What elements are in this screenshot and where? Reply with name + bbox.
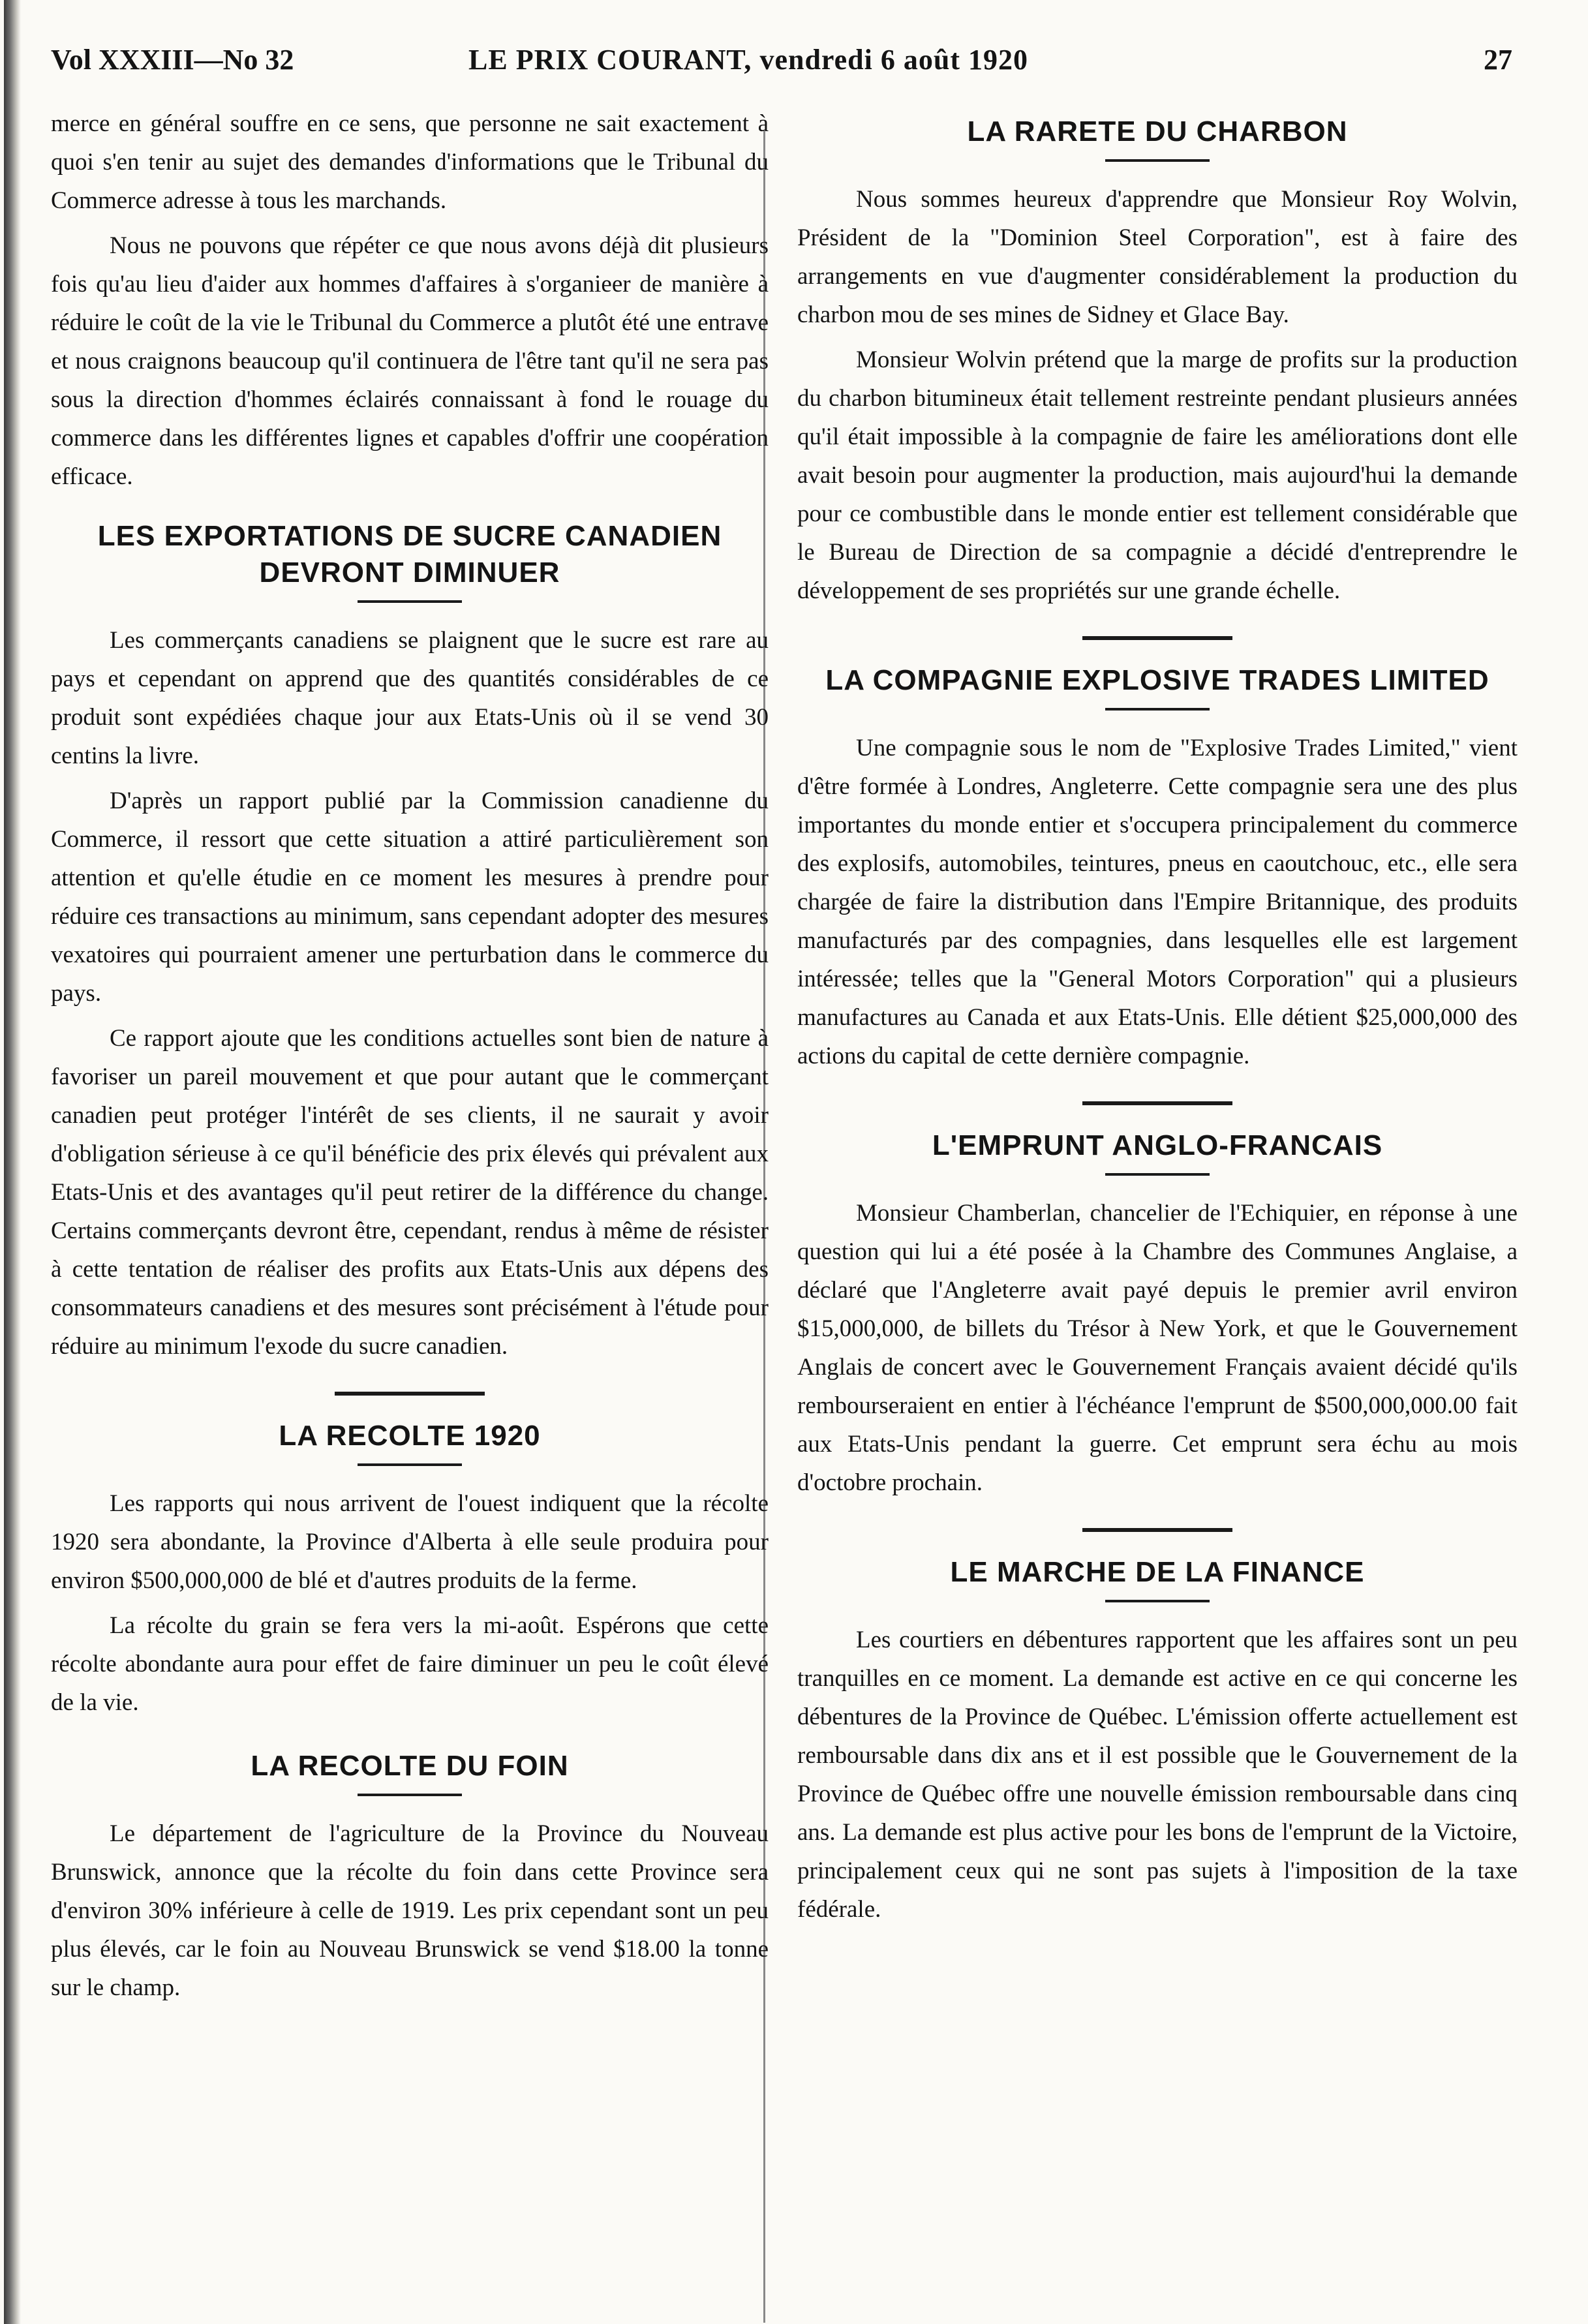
heading-rule: [1105, 159, 1210, 162]
article-heading: LA COMPAGNIE EXPLOSIVE TRADES LIMITED: [825, 664, 1489, 696]
heading-rule: [1105, 708, 1210, 711]
article-heading: L'EMPRUNT ANGLO-FRANCAIS: [932, 1129, 1383, 1161]
right-column: [797, 104, 1518, 1935]
article-paragraph: Monsieur Wolvin prétend que la marge de profits sur la production du charbon bitumineux était tellement restreinte pendant plusieurs années qu'il était impossible à la compagnie de faire les améliorations dont elle avait besoin pour augmenter la production, mais aujourd'hui la demande pour ce combustible dans le monde entier est tellement considérable que le Bureau de Direction de sa compagnie a décidé d'entreprendre le développement de ses propriétés sur une grande échelle.: [797, 346, 1518, 604]
article-paragraph: Monsieur Chamberlan, chancelier de l'Echiquier, en réponse à une question qui lui a été posée à la Chambre des Communes Anglaise, a déclaré que l'Angleterre avait payé depuis le premier avril environ $15,000,000, de billets du Trésor à New York, et que le Gouvernement Anglais de concert avec le Gouvernement Français avaient décidé qu'ils rembourseraient en entier à l'échéance l'emprunt de $500,000,000.00 fait aux Etats-Unis pendant la guerre. Cet emprunt sera échu au mois d'octobre prochain.: [797, 1200, 1518, 1496]
heading-rule: [1105, 1173, 1210, 1176]
article-paragraph: Nous ne pouvons que répéter ce que nous avons déjà dit plusieurs fois qu'au lieu d'aider aux hommes d'affaires à s'organieer de manière à réduire le coût de la vie le Tribunal du Commerce a plutôt été une entrave et nous craignons beaucoup qu'il continuera de l'être tant qu'il ne sera pas sous la direction d'hommes éclairés connaissant à fond le rouage du commerce dans les différentes lignes et capables d'offrir une coopération efficace.: [51, 232, 769, 490]
article-paragraph: Une compagnie sous le nom de "Explosive Trades Limited," vient d'être formée à Londres, Angleterre. Cette compagnie sera une des plus importantes du monde entier et s'occupera principalement du commerce des explosifs, automobiles, teintures, pneus en caoutchouc, etc., elle sera chargée de faire la distribution dans l'Empire Britannique, des produits manufacturés par des compagnies, dans lesquelles elle est largement intéressée; telles que la "General Motors Corporation" qui a plusieurs manufactures au Canada et aux Etats-Unis. Elle détient $25,000,000 des actions du capital de cette dernière compagnie.: [797, 735, 1518, 1069]
article-paragraph: Le département de l'agriculture de la Province du Nouveau Brunswick, annonce que la récolte du foin dans cette Province sera d'environ 30% inférieure à celle de 1919. Les prix cependant sont un peu plus élevés, car le foin au Nouveau Brunswick se vend $18.00 la tonne sur le champ.: [51, 1820, 769, 2001]
article-harvest-1920: [51, 1418, 769, 1722]
heading-rule: [358, 1463, 462, 1466]
article-heading: LA RECOLTE DU FOIN: [251, 1750, 569, 1782]
article-paragraph: Ce rapport ajoute que les conditions actuelles sont bien de nature à favoriser un pareil mouvement et que pour autant que le commerçant canadien peut protéger l'intérêt de ses clients, il ne saurait y avoir d'obligation sérieuse à ce qu'il bénéficie des prix élevés qui prévalent aux Etats-Unis et des avantages qu'il peut retirer de la différence du change. Certains commerçants devront être, cependant, rendus à même de résister à cette tentation de réaliser des profits aux Etats-Unis aux dépens des consommateurs canadiens et des mesures sont précisément à l'étude pour réduire au minimum l'exode du sucre canadien.: [51, 1025, 769, 1360]
article-separator: [1082, 1528, 1232, 1532]
article-hay-harvest: [51, 1748, 769, 2007]
article-paragraph: Nous sommes heureux d'apprendre que Monsieur Roy Wolvin, Président de la "Dominion Steel Corporation", est à faire des arrangements en vue d'augmenter considérablement la production du charbon mou de ses mines de Sidney et Glace Bay.: [797, 186, 1518, 328]
article-anglo-french-loan: [797, 1127, 1518, 1502]
continued-article: [51, 104, 769, 496]
article-finance-market: [797, 1554, 1518, 1929]
article-heading: LES EXPORTATIONS DE SUCRE CANADIEN DEVRONT DIMINUER: [97, 520, 722, 589]
page-header: [51, 38, 1512, 90]
article-heading: LA RARETE DU CHARBON: [967, 115, 1348, 147]
newspaper-title: LE PRIX COURANT,: [468, 44, 752, 76]
masthead: [468, 43, 1028, 76]
heading-rule: [1105, 1600, 1210, 1602]
binding-edge: [4, 0, 21, 2324]
article-sugar-exports: [51, 518, 769, 1366]
article-explosive-trades: [797, 662, 1518, 1075]
issue-date: vendredi 6 août 1920: [759, 44, 1028, 76]
article-heading: LA RECOLTE 1920: [279, 1420, 541, 1452]
article-paragraph: Les commerçants canadiens se plaignent que le sucre est rare au pays et cependant on apprend que des quantités considérables de ce produit sont expédiées chaque jour aux Etats-Unis où il se vend 30 centins la livre.: [51, 627, 769, 769]
article-separator: [1082, 1101, 1232, 1105]
article-paragraph: Les courtiers en débentures rapportent que les affaires sont un peu tranquilles en ce moment. La demande est active en ce qui concerne les débentures de la Province de Québec. L'émission offerte actuellement est remboursable dans dix ans et il est possible que le Gouvernement de la Province de Québec offre une nouvelle émission remboursable dans cinq ans. La demande est plus active pour les bons de l'emprunt de la Victoire, principalement ceux qui ne sont pas sujets à l'imposition de la taxe fédérale.: [797, 1627, 1518, 1923]
article-heading: LE MARCHE DE LA FINANCE: [950, 1556, 1365, 1588]
left-column: [51, 104, 769, 2013]
article-separator: [335, 1392, 485, 1396]
article-coal-shortage: [797, 114, 1518, 610]
page-number: 27: [1484, 44, 1512, 76]
article-paragraph: D'après un rapport publié par la Commission canadienne du Commerce, il ressort que cette situation a attiré particulièrement son attention et qu'elle étudie en ce moment les mesures à prendre pour réduire ces transactions au minimum, sans cependant adopter des mesures vexatoires qui pourraient amener une perturbation dans le commerce du pays.: [51, 787, 769, 1007]
heading-rule: [358, 600, 462, 603]
heading-rule: [358, 1794, 462, 1796]
article-paragraph: Les rapports qui nous arrivent de l'ouest indiquent que la récolte 1920 sera abondante, la Province d'Alberta à elle seule produira pour environ $500,000,000 de blé et d'autres produits de la ferme.: [51, 1490, 769, 1594]
article-separator: [1082, 636, 1232, 640]
article-paragraph: La récolte du grain se fera vers la mi-août. Espérons que cette récolte abondante aura pour effet de faire diminuer un peu le coût élevé de la vie.: [51, 1612, 769, 1716]
volume-number: Vol XXXIII—No 32: [51, 44, 294, 76]
article-paragraph: merce en général souffre en ce sens, que personne ne sait exactement à quoi s'en tenir au sujet des demandes d'informations que le Tribunal du Commerce adresse à tous les marchands.: [51, 110, 769, 214]
